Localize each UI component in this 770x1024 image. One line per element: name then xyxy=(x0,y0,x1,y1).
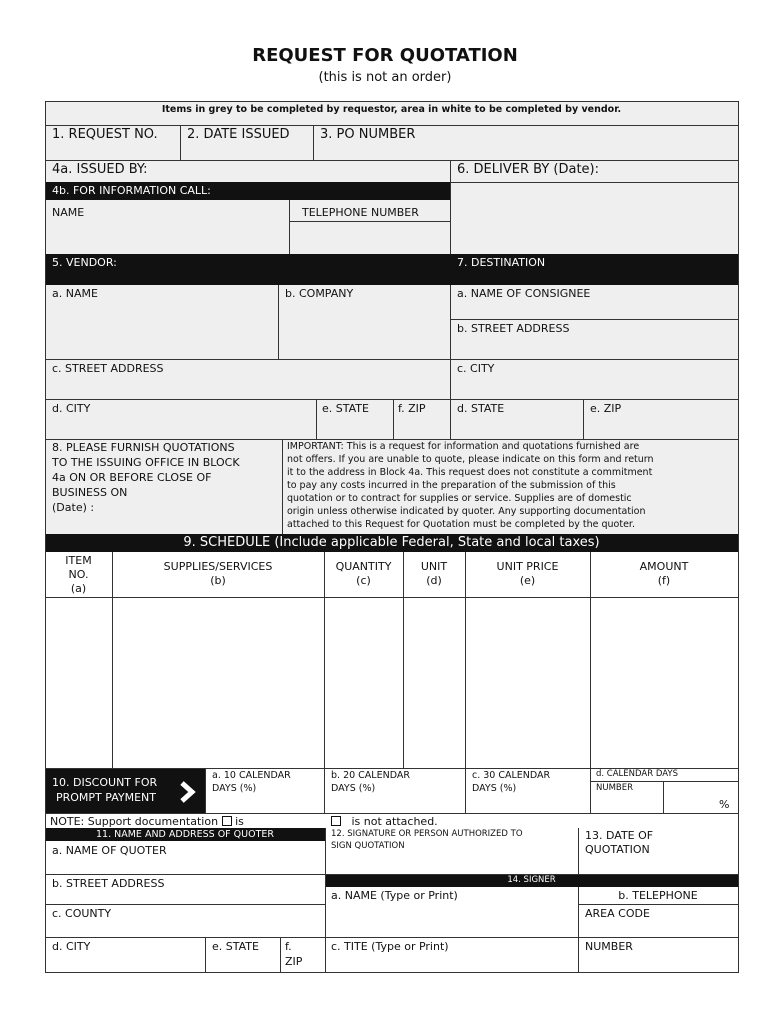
column-header-quantity: QUANTITY xyxy=(335,560,392,573)
discount-label: 10. DISCOUNT FOR xyxy=(52,776,158,789)
important-line: origin unless otherwise indicated by quoter. Any supporting documentation xyxy=(287,506,646,517)
column-header-unit: UNIT xyxy=(420,560,448,573)
quoter-zip-field[interactable]: f. xyxy=(285,940,292,953)
schedule-unit-cell[interactable] xyxy=(404,598,465,768)
signer-telephone-label: b. TELEPHONE xyxy=(618,889,698,902)
issued-by-bg xyxy=(45,160,738,182)
deliver-by-field[interactable]: 6. DELIVER BY (Date): xyxy=(457,162,599,177)
vendor-company-field[interactable]: b. COMPANY xyxy=(285,287,354,300)
note-is-label: is xyxy=(235,815,244,828)
column-header-unit-price: (e) xyxy=(519,574,536,587)
info-call-header: 4b. FOR INFORMATION CALL: xyxy=(52,184,211,197)
column-header-supplies: SUPPLIES/SERVICES xyxy=(163,560,273,573)
discount-20-days-field[interactable]: b. 20 CALENDAR xyxy=(331,770,410,781)
signature-field: SIGN QUOTATION xyxy=(331,841,405,851)
page-subtitle: (this is not an order) xyxy=(318,70,452,85)
vendor-destination-header-bar xyxy=(45,254,738,285)
important-line: attached to this Request for Quotation must be completed by the quoter. xyxy=(287,519,635,530)
discount-20-days-field: DAYS (%) xyxy=(331,783,376,794)
note-label: NOTE: Support documentation xyxy=(50,815,219,828)
discount-30-days-field: DAYS (%) xyxy=(472,783,517,794)
column-header-amount: AMOUNT xyxy=(639,560,689,573)
schedule-quantity-cell[interactable] xyxy=(325,598,403,768)
vendor-city-field[interactable]: d. CITY xyxy=(52,402,91,415)
instructions-text: Items in grey to be completed by requestor, area in white to be completed by vendor. xyxy=(161,104,622,115)
quoter-county-field[interactable]: c. COUNTY xyxy=(52,907,112,920)
vendor-name-field[interactable]: a. NAME xyxy=(52,287,98,300)
block8-line: 4a ON OR BEFORE CLOSE OF xyxy=(52,471,212,484)
important-line: quotation or to contract for supplies or service. Supplies are of domestic xyxy=(287,493,632,504)
column-header-amount: (f) xyxy=(657,574,671,587)
discount-10-days-field: DAYS (%) xyxy=(212,783,257,794)
chevron-right-icon xyxy=(178,780,198,804)
vendor-zip-field[interactable]: f. ZIP xyxy=(398,402,426,415)
quoter-city-field[interactable]: d. CITY xyxy=(52,940,91,953)
schedule-header: 9. SCHEDULE (Include applicable Federal, State and local taxes) xyxy=(183,535,600,550)
request-no-field[interactable]: 1. REQUEST NO. xyxy=(52,127,158,142)
date-issued-field[interactable]: 2. DATE ISSUED xyxy=(187,127,290,142)
quotation-date-field[interactable]: 13. DATE OF xyxy=(585,829,654,842)
deliver-by-bg xyxy=(450,182,738,254)
discount-label: PROMPT PAYMENT xyxy=(56,791,156,804)
quotation-date-field: QUOTATION xyxy=(585,843,650,856)
important-line: not offers. If you are unable to quote, please indicate on this form and return xyxy=(287,454,654,465)
vendor-state-field[interactable]: e. STATE xyxy=(322,402,369,415)
block8-date-field[interactable]: (Date) : xyxy=(52,501,95,514)
important-line: it to the address in Block 4a. This request does not constitute a commitment xyxy=(287,467,653,478)
signature-field[interactable]: 12. SIGNATURE OR PERSON AUTHORIZED TO xyxy=(331,829,523,839)
discount-number-field[interactable]: NUMBER xyxy=(596,783,634,793)
important-line: IMPORTANT: This is a request for information and quotations furnished are xyxy=(287,441,640,452)
signer-title-field[interactable]: c. TITE (Type or Print) xyxy=(331,940,449,953)
telephone-number-field[interactable]: NUMBER xyxy=(585,940,633,953)
column-header-unit: (d) xyxy=(426,574,442,587)
discount-percent-field[interactable]: % xyxy=(719,798,730,811)
block8-line: BUSINESS ON xyxy=(52,486,128,499)
note-not-attached-label: is not attached. xyxy=(351,815,438,828)
schedule-unit-price-cell[interactable] xyxy=(466,598,590,768)
attached-checkbox[interactable] xyxy=(222,816,232,826)
vendor-header: 5. VENDOR: xyxy=(52,256,117,269)
quoter-header: 11. NAME AND ADDRESS OF QUOTER xyxy=(96,829,274,840)
destination-street-field[interactable]: b. STREET ADDRESS xyxy=(457,322,570,335)
info-call-name-field[interactable]: NAME xyxy=(52,206,85,219)
discount-30-days-field[interactable]: c. 30 CALENDAR xyxy=(472,770,551,781)
quoter-name-field[interactable]: a. NAME OF QUOTER xyxy=(52,844,167,857)
po-number-field[interactable]: 3. PO NUMBER xyxy=(320,127,416,142)
important-line: to pay any costs incurred in the preparation of the submission of this xyxy=(287,480,616,491)
destination-state-field[interactable]: d. STATE xyxy=(457,402,505,415)
column-header-item: (a) xyxy=(70,582,87,595)
page-title: REQUEST FOR QUOTATION xyxy=(252,45,518,66)
info-call-telephone-field[interactable]: TELEPHONE NUMBER xyxy=(302,206,419,219)
vendor-street-field[interactable]: c. STREET ADDRESS xyxy=(52,362,164,375)
column-header-item: ITEM xyxy=(65,554,92,567)
issued-by-field[interactable]: 4a. ISSUED BY: xyxy=(52,162,148,177)
schedule-amount-cell[interactable] xyxy=(591,598,738,768)
quoter-state-field[interactable]: e. STATE xyxy=(212,940,259,953)
quoter-street-field[interactable]: b. STREET ADDRESS xyxy=(52,877,165,890)
quoter-zip-field: ZIP xyxy=(285,955,303,968)
consignee-name-field[interactable]: a. NAME OF CONSIGNEE xyxy=(457,287,591,300)
note-not-attached xyxy=(331,815,438,828)
note-text xyxy=(50,815,244,828)
signer-header: 14. SIGNER xyxy=(507,875,556,885)
discount-calendar-days-label: d. CALENDAR DAYS xyxy=(596,769,678,779)
destination-header: 7. DESTINATION xyxy=(457,256,546,269)
not-attached-checkbox[interactable] xyxy=(331,816,341,826)
destination-zip-field[interactable]: e. ZIP xyxy=(590,402,622,415)
area-code-field[interactable]: AREA CODE xyxy=(585,907,650,920)
column-header-quantity: (c) xyxy=(356,574,371,587)
column-header-item: NO. xyxy=(68,568,89,581)
block8-line: 8. PLEASE FURNISH QUOTATIONS xyxy=(52,441,235,454)
column-header-supplies: (b) xyxy=(210,574,226,587)
signer-name-field[interactable]: a. NAME (Type or Print) xyxy=(331,889,458,902)
schedule-supplies-cell[interactable] xyxy=(113,598,324,768)
column-header-unit-price: UNIT PRICE xyxy=(496,560,559,573)
block8-line: TO THE ISSUING OFFICE IN BLOCK xyxy=(52,456,240,469)
schedule-item-cell[interactable] xyxy=(46,598,112,768)
discount-10-days-field[interactable]: a. 10 CALENDAR xyxy=(212,770,291,781)
destination-city-field[interactable]: c. CITY xyxy=(457,362,495,375)
